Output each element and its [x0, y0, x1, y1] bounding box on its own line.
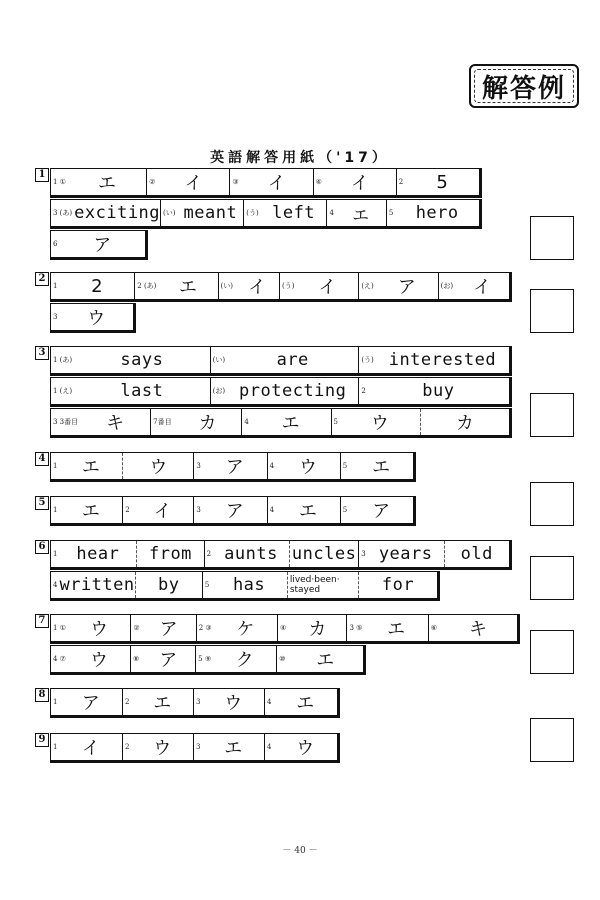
answer-cell [358, 541, 443, 567]
item-label: 1 ① [53, 178, 66, 186]
answer-text: are [276, 350, 309, 370]
answer-text: ア [397, 277, 416, 298]
answer-cell [146, 169, 229, 195]
item-label: 2 [206, 550, 212, 558]
answer-cell [51, 734, 122, 760]
answer-text: ア [159, 650, 178, 671]
answer-text: old [460, 544, 493, 564]
answer-text: 5 [436, 171, 448, 193]
item-label: 4 [269, 506, 275, 514]
item-label: 3 [196, 506, 201, 514]
item-label: (い) [212, 356, 226, 364]
answer-text: hero [415, 203, 459, 223]
answer-cell [287, 572, 358, 598]
answer-cell [122, 689, 193, 715]
question-number-8: 8 [35, 688, 49, 702]
answer-cell [51, 541, 136, 567]
answer-cell [51, 689, 122, 715]
item-label: 2 [361, 387, 366, 395]
answer-text: interested [388, 350, 497, 370]
item-label: 1 [53, 462, 58, 470]
answer-example-stamp [469, 64, 579, 108]
answer-text: ウ [370, 413, 389, 434]
answer-cell [267, 453, 340, 479]
item-label: 1 ① [53, 624, 66, 632]
answer-text: ア [159, 619, 178, 640]
item-label: 1 (あ) [53, 356, 73, 364]
answer-cell [51, 347, 210, 373]
answer-cell [193, 497, 266, 523]
item-label: 2 [125, 743, 130, 751]
item-label: 1 [53, 282, 58, 290]
answer-cell [358, 347, 509, 373]
answer-cell [134, 273, 217, 299]
item-label: 3 [53, 313, 58, 321]
answer-cell [438, 273, 509, 299]
answer-text: for [381, 575, 415, 595]
answer-cell [358, 378, 509, 404]
item-label: ③ [232, 178, 239, 186]
answer-row-q8-r1 [50, 688, 340, 718]
answer-row-q1-r2 [50, 199, 482, 229]
item-label: 5 [333, 418, 339, 426]
score-box [530, 630, 574, 674]
answer-text: ア [81, 693, 100, 714]
answer-cell [267, 497, 340, 523]
item-label: 4 [267, 698, 272, 706]
answer-cell [210, 378, 359, 404]
answer-cell [346, 615, 427, 641]
item-label: (う) [282, 282, 295, 290]
answer-row-q7-r1 [50, 614, 520, 644]
answer-text: ウ [149, 457, 168, 478]
answer-text: エ [153, 693, 172, 714]
answer-cell [276, 646, 363, 672]
answer-text: イ [184, 173, 203, 194]
answer-text: キ [106, 413, 125, 434]
answer-cell [340, 453, 413, 479]
item-label: (う) [361, 356, 374, 364]
answer-text: エ [372, 457, 391, 478]
item-label: 4 [53, 581, 58, 589]
item-label: (お) [440, 282, 454, 290]
page-number: － 40 － [282, 846, 318, 856]
answer-text: ウ [153, 738, 172, 759]
item-label: ⑥ [430, 624, 438, 632]
answer-cell [193, 689, 264, 715]
item-label: 3 [196, 462, 201, 470]
answer-text: uncles [291, 544, 357, 564]
answer-text: イ [248, 277, 267, 298]
item-label: ⑩ [279, 655, 286, 663]
answer-row-q4-r1 [50, 452, 416, 482]
answer-cell [396, 169, 479, 195]
item-label: 4 [267, 743, 272, 751]
answer-text: ウ [90, 619, 109, 640]
stamp-text: 解答例 [481, 73, 566, 104]
question-number-9: 9 [35, 733, 49, 747]
answer-text: エ [316, 650, 335, 671]
question-number-1: 1 [35, 168, 49, 182]
answer-text: エ [81, 501, 100, 522]
item-label: 1 [53, 506, 58, 514]
answer-cell [277, 615, 346, 641]
score-box [530, 216, 574, 260]
answer-text: by [157, 575, 180, 595]
answer-row-q2-r1 [50, 272, 512, 302]
item-label: 4 [329, 209, 334, 217]
answer-text: イ [473, 277, 492, 298]
answer-text: exciting [74, 203, 161, 223]
answer-cell [326, 200, 385, 226]
answer-text: meant [183, 203, 238, 223]
answer-cell [264, 689, 337, 715]
item-label: 1 (え) [53, 387, 73, 395]
answer-text: says [120, 350, 164, 370]
answer-text: left [272, 203, 316, 223]
answer-text: カ [455, 413, 474, 434]
item-label: 3 3番目 [53, 418, 79, 426]
answer-row-q6-r1 [50, 540, 512, 570]
question-number-2: 2 [35, 272, 49, 286]
item-label: 5 [342, 462, 348, 470]
item-label: 1 [53, 743, 58, 751]
answer-text: エ [296, 693, 315, 714]
answer-row-q5-r1 [50, 496, 416, 526]
answer-cell [51, 409, 150, 435]
answer-cell [51, 169, 146, 195]
answer-cell [51, 231, 145, 257]
answer-text: ク [235, 650, 254, 671]
answer-text: ア [372, 501, 391, 522]
answer-cell [210, 347, 359, 373]
answer-row-q3-r3 [50, 408, 512, 438]
answer-cell [289, 541, 358, 567]
item-label: 2 [125, 506, 130, 514]
answer-text: ウ [296, 738, 315, 759]
answer-cell [428, 615, 517, 641]
answer-cell [313, 169, 396, 195]
item-label: (う) [246, 209, 259, 217]
answer-cell [51, 273, 134, 299]
answer-cell [264, 734, 337, 760]
score-box [530, 556, 574, 600]
question-number-7: 7 [35, 614, 49, 628]
answer-row-q1-r3 [50, 230, 148, 260]
answer-row-q6-r2 [50, 571, 440, 601]
question-number-6: 6 [35, 540, 49, 554]
answer-cell [51, 572, 135, 598]
answer-cell [202, 572, 287, 598]
answer-text: キ [469, 619, 487, 640]
score-box [530, 718, 574, 762]
question-number-4: 4 [35, 452, 49, 466]
answer-row-q7-r2 [50, 645, 366, 675]
answer-cell [386, 200, 479, 226]
answer-cell [150, 409, 241, 435]
answer-cell [420, 409, 509, 435]
item-label: ② [133, 624, 140, 632]
item-label: 2 ③ [198, 624, 212, 632]
answer-text: 2 [91, 275, 103, 297]
answer-text: エ [281, 413, 300, 434]
answer-text: last [120, 381, 164, 401]
answer-text: ウ [87, 308, 106, 329]
answer-cell [51, 200, 160, 226]
answer-row-q3-r2 [50, 377, 512, 407]
answer-cell [160, 200, 243, 226]
item-label: 5 [204, 581, 210, 589]
sheet-title: 英語解答用紙（'17） [210, 150, 390, 166]
answer-text: ウ [224, 693, 243, 714]
item-label: ④ [315, 178, 322, 186]
answer-text: イ [153, 501, 172, 522]
item-label: 3 ⑤ [349, 624, 363, 632]
answer-cell [193, 453, 266, 479]
answer-text: lived·been· stayed [289, 575, 340, 595]
item-label: 3 [196, 698, 201, 706]
answer-text: エ [178, 277, 197, 298]
answer-text: エ [81, 457, 100, 478]
answer-cell [444, 541, 509, 567]
item-label: 7番目 [153, 418, 172, 426]
answer-cell [51, 615, 130, 641]
answer-cell [122, 453, 193, 479]
item-label: (い) [163, 209, 176, 217]
item-label: 6 [53, 240, 58, 248]
answer-cell [193, 734, 264, 760]
answer-cell [51, 646, 130, 672]
answer-text: エ [98, 173, 117, 194]
answer-cell [130, 615, 195, 641]
question-number-5: 5 [35, 496, 49, 510]
answer-row-q1-r1 [50, 168, 482, 198]
answer-row-q9-r1 [50, 733, 340, 763]
item-label: ② [149, 178, 156, 186]
item-label: (い) [220, 282, 234, 290]
score-box [530, 289, 574, 333]
answer-text: イ [267, 173, 286, 194]
item-label: 5 [388, 209, 394, 217]
answer-text: ア [225, 457, 244, 478]
answer-cell [51, 497, 122, 523]
answer-text: written [59, 575, 135, 595]
answer-row-q3-r1 [50, 346, 512, 376]
item-label: 2 (あ) [137, 282, 157, 290]
answer-text: aunts [224, 544, 278, 564]
question-number-3: 3 [35, 346, 49, 360]
answer-text: ウ [298, 457, 317, 478]
answer-cell [135, 572, 202, 598]
answer-cell [136, 541, 203, 567]
answer-cell [340, 497, 413, 523]
answer-cell [243, 200, 326, 226]
answer-cell [241, 409, 330, 435]
item-label: 2 [398, 178, 404, 186]
answer-text: ア [93, 235, 112, 256]
answer-cell [195, 646, 276, 672]
answer-text: カ [308, 619, 327, 640]
item-label: 4 [269, 462, 275, 470]
answer-cell [51, 453, 122, 479]
item-label: 3 [196, 743, 201, 751]
answer-cell [358, 273, 437, 299]
answer-text: buy [422, 381, 455, 401]
answer-text: イ [350, 173, 369, 194]
answer-text: has [232, 575, 266, 595]
answer-cell [218, 273, 279, 299]
item-label: 4 [244, 418, 249, 426]
answer-cell [122, 497, 193, 523]
answer-text: from [148, 544, 192, 564]
answer-text: ケ [236, 619, 255, 640]
answer-cell [130, 646, 195, 672]
item-label: 1 [53, 550, 58, 558]
answer-text: ア [225, 501, 244, 522]
item-label: 4 ⑦ [53, 655, 66, 663]
answer-cell [51, 304, 133, 330]
answer-text: カ [198, 413, 217, 434]
answer-cell [331, 409, 420, 435]
answer-cell [122, 734, 193, 760]
answer-row-q2-r2 [50, 303, 136, 333]
answer-text: エ [298, 501, 317, 522]
answer-text: イ [81, 738, 100, 759]
answer-text: エ [352, 205, 370, 226]
item-label: ⑧ [132, 655, 140, 663]
item-label: ④ [280, 624, 287, 632]
answer-text: エ [387, 619, 406, 640]
item-label: (お) [212, 387, 226, 395]
item-label: 2 [125, 698, 130, 706]
answer-text: hear [76, 544, 120, 564]
item-label: 3 (あ) [53, 209, 73, 217]
answer-text: protecting [239, 381, 347, 401]
answer-cell [204, 541, 289, 567]
score-box [530, 482, 574, 526]
answer-cell [358, 572, 437, 598]
answer-cell [229, 169, 312, 195]
score-box [530, 393, 574, 437]
answer-cell [51, 378, 210, 404]
answer-text: エ [224, 738, 243, 759]
item-label: 3 [361, 550, 366, 558]
answer-text: イ [318, 277, 337, 298]
item-label: 5 [342, 506, 348, 514]
item-label: 5 ⑨ [198, 655, 212, 663]
answer-text: ウ [89, 650, 108, 671]
answer-text: years [378, 544, 433, 564]
answer-cell [279, 273, 358, 299]
item-label: (え) [361, 282, 374, 290]
answer-cell [196, 615, 277, 641]
item-label: 1 [53, 698, 58, 706]
